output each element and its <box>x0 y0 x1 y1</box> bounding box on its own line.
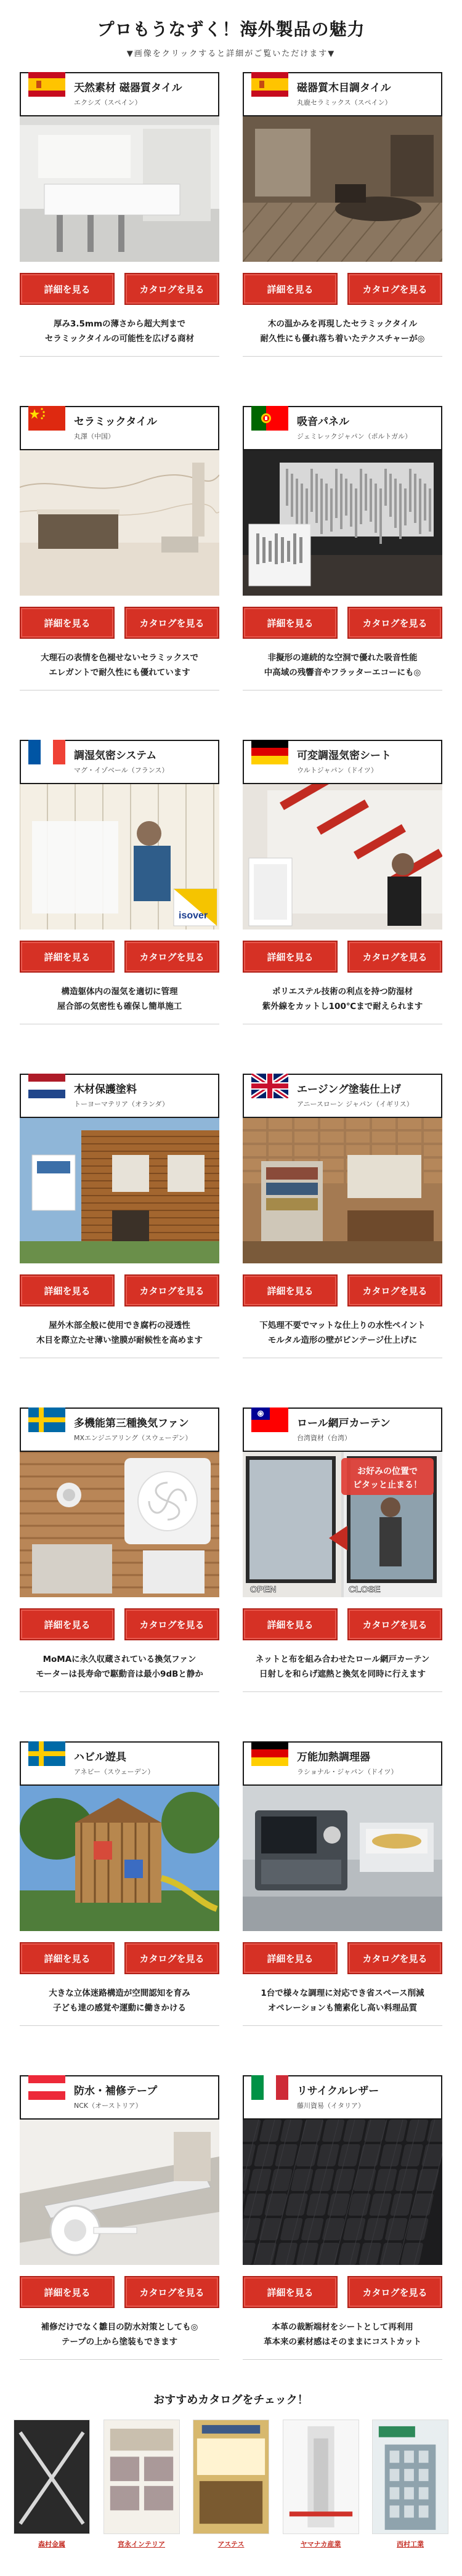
product-maker: NCK（オーストリア） <box>74 2102 142 2110</box>
product-desc-line-2: 屋合部の気密性も確保し簡単施工 <box>57 1001 182 1011</box>
germany-flag-icon <box>251 740 288 764</box>
product-title: 吸音パネル <box>297 415 349 428</box>
recommend-catalog[interactable] <box>193 2420 269 2549</box>
product-label <box>243 740 442 784</box>
product-desc-line-1: 屋外木部全般に使用でき腐朽の浸透性 <box>49 1321 190 1331</box>
product-card <box>243 1074 442 1407</box>
product-card <box>243 1407 442 1741</box>
page-title: プロもうなずく！海外製品の魅力 <box>97 19 365 39</box>
detail-button[interactable]: 詳細を見る <box>20 1942 115 1974</box>
product-maker: ラショナル・ジャパン（ドイツ） <box>297 1768 398 1776</box>
product-description <box>243 317 442 346</box>
product-maker: マグ・イゾベール（フランス） <box>74 766 169 775</box>
detail-button[interactable]: 詳細を見る <box>20 1274 115 1306</box>
product-desc-line-2: 革本来の素材感はそのままにコストカット <box>264 2336 421 2347</box>
product-title: セラミックタイル <box>74 415 157 428</box>
divider <box>20 1691 219 1692</box>
product-desc-line-1: 厚み3.5mmの薄さから超大判まで <box>53 319 186 329</box>
product-photo[interactable] <box>20 450 219 596</box>
product-card <box>20 740 219 1074</box>
recommend-list <box>14 2420 448 2549</box>
product-maker: エクシズ（スペイン） <box>74 99 142 107</box>
product-card <box>243 72 442 406</box>
detail-button[interactable]: 詳細を見る <box>243 941 338 973</box>
divider <box>20 690 219 691</box>
product-buttons <box>243 941 442 973</box>
product-label <box>243 1407 442 1452</box>
svg-text:OPEN: OPEN <box>250 1584 277 1595</box>
recommend-catalog[interactable] <box>103 2420 180 2549</box>
product-photo[interactable] <box>20 2120 219 2265</box>
product-desc-line-1: 構造躯体内の湿気を適切に管理 <box>61 987 178 997</box>
divider <box>20 356 219 357</box>
product-desc-line-1: ネットと布を組み合わせたロール網戸カーテン <box>255 1655 430 1664</box>
product-photo[interactable] <box>243 1452 442 1597</box>
product-buttons <box>20 2276 219 2308</box>
product-title: ロール網戸カーテン <box>297 1417 391 1430</box>
product-buttons <box>20 273 219 305</box>
detail-button[interactable]: 詳細を見る <box>243 607 338 639</box>
product-title: ハビル遊具 <box>74 1751 126 1764</box>
china-flag-icon <box>28 406 65 431</box>
product-description <box>20 1319 219 1348</box>
product-description <box>243 1987 442 2015</box>
product-label <box>20 1407 219 1452</box>
catalog-thumbnail[interactable] <box>103 2420 180 2534</box>
product-title: 磁器質木目調タイル <box>297 81 391 94</box>
product-photo[interactable] <box>243 1118 442 1263</box>
product-title: 調湿気密システム <box>74 749 157 762</box>
spain-flag-icon <box>251 72 288 97</box>
svg-text:CLOSE: CLOSE <box>349 1584 381 1595</box>
product-desc-line-1: 非擬形の連続的な空洞で優れた吸音性能 <box>267 653 418 663</box>
product-buttons <box>20 1274 219 1306</box>
product-label <box>243 406 442 450</box>
product-desc-line-1: 大理石の表情を色褪せないセラミックスで <box>40 653 199 663</box>
product-label <box>243 72 442 116</box>
product-desc-line-2: セラミックタイルの可能性を広げる商材 <box>44 333 195 344</box>
product-photo[interactable] <box>243 2120 442 2265</box>
product-label <box>243 2075 442 2120</box>
product-description <box>20 1653 219 1682</box>
product-card <box>20 72 219 406</box>
catalog-maker-link[interactable]: 西村工業 <box>397 2540 424 2548</box>
catalog-button[interactable]: カタログを見る <box>124 1942 219 1974</box>
product-description <box>20 2320 219 2349</box>
product-maker: 丸鹿セラミックス（スペイン） <box>297 99 392 107</box>
product-card <box>20 1074 219 1407</box>
catalog-button[interactable]: カタログを見る <box>347 1608 442 1640</box>
sweden-flag-icon <box>28 1407 65 1432</box>
product-label <box>243 1074 442 1118</box>
uk-flag-icon <box>251 1074 288 1098</box>
product-photo[interactable] <box>20 1452 219 1597</box>
product-maker: 藤川資易（イタリア） <box>297 2102 365 2110</box>
product-desc-line-2: 中高域の残響音やフラッターエコーにも◎ <box>264 667 421 678</box>
product-desc-line-1: 木の温かみを再現したセラミックタイル <box>267 319 418 329</box>
product-label <box>243 1741 442 1786</box>
divider <box>243 356 442 357</box>
svg-text:お好みの位置で: お好みの位置で <box>357 1466 418 1476</box>
product-label <box>20 740 219 784</box>
product-description <box>20 651 219 680</box>
product-buttons <box>243 2276 442 2308</box>
catalog-button[interactable]: カタログを見る <box>347 1942 442 1974</box>
catalog-thumbnail[interactable] <box>372 2420 448 2534</box>
product-desc-line-2: 子ども達の感覚や運動に働きかける <box>53 2003 186 2013</box>
catalog-button[interactable]: カタログを見る <box>347 941 442 973</box>
product-card <box>243 740 442 1074</box>
product-label <box>20 1741 219 1786</box>
catalog-button[interactable]: カタログを見る <box>124 1608 219 1640</box>
product-photo[interactable] <box>243 450 442 596</box>
product-desc-line-1: 1台で様々な調理に対応でき省スペース削減 <box>261 1988 424 1998</box>
product-title: 多機能第三種換気ファン <box>74 1417 189 1430</box>
product-label <box>20 72 219 116</box>
product-photo[interactable] <box>20 784 219 930</box>
catalog-button[interactable]: カタログを見る <box>124 1274 219 1306</box>
netherlands-flag-icon <box>28 1074 65 1098</box>
product-desc-line-2: 耐久性にも優れ落ち着いたテクスチャーが◎ <box>260 333 425 344</box>
product-maker: アニースローン ジャパン（イギリス） <box>297 1100 413 1109</box>
product-buttons <box>20 1608 219 1640</box>
product-label <box>20 406 219 450</box>
detail-button[interactable]: 詳細を見る <box>20 607 115 639</box>
catalog-thumbnail[interactable] <box>14 2420 90 2534</box>
catalog-maker-link[interactable]: 宮永インテリア <box>118 2540 165 2548</box>
product-label <box>20 2075 219 2120</box>
product-desc-line-2: モルタル造形の壁がビンテージ仕上げに <box>267 1335 418 1345</box>
product-maker: MXエンジニアリング（スウェーデン） <box>74 1434 192 1443</box>
product-buttons <box>243 607 442 639</box>
taiwan-flag-icon <box>251 1407 288 1432</box>
recommend-catalog[interactable] <box>372 2420 448 2549</box>
divider <box>243 1691 442 1692</box>
catalog-button[interactable]: カタログを見る <box>347 607 442 639</box>
france-flag-icon <box>28 740 65 764</box>
product-maker: ジェミレックジャパン（ポルトガル） <box>297 432 412 441</box>
product-photo[interactable] <box>243 784 442 930</box>
product-card <box>243 2075 442 2409</box>
spain-flag-icon <box>28 72 65 97</box>
catalog-maker-link[interactable]: ヤマナカ産業 <box>300 2540 341 2548</box>
product-maker: 丸澤（中国） <box>74 432 115 441</box>
catalog-button[interactable]: カタログを見る <box>347 1274 442 1306</box>
product-description <box>243 1319 442 1348</box>
catalog-maker-link[interactable]: アステス <box>217 2540 245 2548</box>
product-desc-line-2: 日射しを和らげ遮熱と換気を同時に行えます <box>259 1669 426 1679</box>
portugal-flag-icon <box>251 406 288 431</box>
divider <box>243 690 442 691</box>
product-desc-line-2: オペレーションも簡素化し高い料理品質 <box>267 2003 418 2013</box>
product-desc-line-2: エレガントで耐久性にも優れています <box>49 667 190 678</box>
divider <box>243 2025 442 2026</box>
product-buttons <box>243 1942 442 1974</box>
product-title: 防水・補修テープ <box>74 2084 158 2097</box>
product-photo[interactable] <box>20 1786 219 1931</box>
product-photo[interactable] <box>243 116 442 262</box>
catalog-button[interactable]: カタログを見る <box>347 2276 442 2308</box>
product-title: リサイクルレザー <box>297 2084 379 2097</box>
product-desc-line-1: ポリエステル技術の利点を持つ防湿材 <box>272 987 413 997</box>
product-description <box>20 317 219 346</box>
product-desc-line-1: 大きな立体迷路構造が空間認知を育み <box>49 1988 190 1998</box>
product-description <box>243 1653 442 1682</box>
product-card <box>20 1407 219 1741</box>
page-subtitle: ▼画像をクリックすると詳細がご覧いただけます▼ <box>126 49 336 59</box>
svg-text:isover: isover <box>179 910 208 921</box>
detail-button[interactable]: 詳細を見る <box>243 2276 338 2308</box>
product-grid <box>0 72 462 2409</box>
sweden-flag-icon <box>28 1741 65 1766</box>
catalog-button[interactable]: カタログを見る <box>347 273 442 305</box>
product-maker: トーヨーマテリア（オランダ） <box>74 1100 169 1109</box>
product-maker: アネビー（スウェーデン） <box>74 1768 155 1776</box>
recommend-catalog[interactable] <box>283 2420 359 2549</box>
product-description <box>243 2320 442 2349</box>
catalog-thumbnail[interactable] <box>283 2420 359 2534</box>
detail-button[interactable]: 詳細を見る <box>20 941 115 973</box>
product-buttons <box>20 941 219 973</box>
product-desc-line-2: 紫外線をカットし100℃まで耐えられます <box>262 1001 423 1011</box>
product-desc-line-2: 木目を際立たせ薄い塗膜が耐候性を高めます <box>36 1335 203 1345</box>
catalog-maker-link[interactable]: 森村金属 <box>38 2540 65 2548</box>
product-desc-line-1: 補修だけでなく雛目の防水対策としても◎ <box>41 2322 198 2332</box>
detail-button[interactable]: 詳細を見る <box>20 1608 115 1640</box>
product-desc-line-1: 本革の裁断端材をシートとして再利用 <box>272 2322 413 2332</box>
austria-flag-icon <box>28 2075 65 2100</box>
product-desc-line-2: テープの上から塗装もできます <box>61 2336 178 2347</box>
divider <box>243 2359 442 2360</box>
detail-button[interactable]: 詳細を見る <box>243 1942 338 1974</box>
product-desc-line-1: MoMAに永久収蔵されている換気ファン <box>43 1655 197 1664</box>
product-description <box>20 1987 219 2015</box>
recommend-catalog[interactable] <box>14 2420 90 2549</box>
detail-button[interactable]: 詳細を見る <box>243 1608 338 1640</box>
product-description <box>20 985 219 1014</box>
product-card <box>243 1741 442 2075</box>
product-buttons <box>243 1274 442 1306</box>
germany-flag-icon <box>251 1741 288 1766</box>
product-title: 天然素材 磁器質タイル <box>74 81 182 94</box>
product-buttons <box>243 1608 442 1640</box>
detail-button[interactable]: 詳細を見る <box>20 2276 115 2308</box>
product-buttons <box>20 607 219 639</box>
product-card <box>20 2075 219 2409</box>
product-photo[interactable] <box>20 116 219 262</box>
product-card <box>20 406 219 740</box>
product-maker: 台湾資材（台湾） <box>297 1434 351 1443</box>
product-title: 万能加熱調理器 <box>297 1751 370 1764</box>
catalog-button[interactable]: カタログを見る <box>124 273 219 305</box>
product-buttons <box>243 273 442 305</box>
divider <box>20 2359 219 2360</box>
product-card <box>20 1741 219 2075</box>
product-description <box>243 651 442 680</box>
detail-button[interactable]: 詳細を見る <box>243 1274 338 1306</box>
product-label <box>20 1074 219 1118</box>
product-title: エージング塗装仕上げ <box>297 1083 401 1096</box>
detail-button[interactable]: 詳細を見る <box>20 273 115 305</box>
divider <box>20 2025 219 2026</box>
product-title: 可変調湿気密シート <box>297 749 391 762</box>
product-photo[interactable] <box>20 1118 219 1263</box>
product-desc-line-2: モーターは長寿命で駆動音は最小9dBと静か <box>36 1669 203 1679</box>
catalog-thumbnail[interactable] <box>193 2420 269 2534</box>
product-maker: ウルトジャパン（ドイツ） <box>297 766 378 775</box>
product-card <box>243 406 442 740</box>
product-title: 木材保護塗料 <box>74 1083 137 1096</box>
product-description <box>243 985 442 1014</box>
italy-flag-icon <box>251 2075 288 2100</box>
product-desc-line-1: 下処理不要でマットな仕上りの水性ペイント <box>259 1321 426 1331</box>
svg-text:ピタッと止まる！: ピタッと止まる！ <box>353 1480 422 1489</box>
catalog-button[interactable]: カタログを見る <box>124 941 219 973</box>
detail-button[interactable]: 詳細を見る <box>243 273 338 305</box>
catalog-button[interactable]: カタログを見る <box>124 2276 219 2308</box>
catalog-button[interactable]: カタログを見る <box>124 607 219 639</box>
recommend-title: おすすめカタログをチェック！ <box>153 2394 309 2407</box>
product-buttons <box>20 1942 219 1974</box>
product-photo[interactable] <box>243 1786 442 1931</box>
